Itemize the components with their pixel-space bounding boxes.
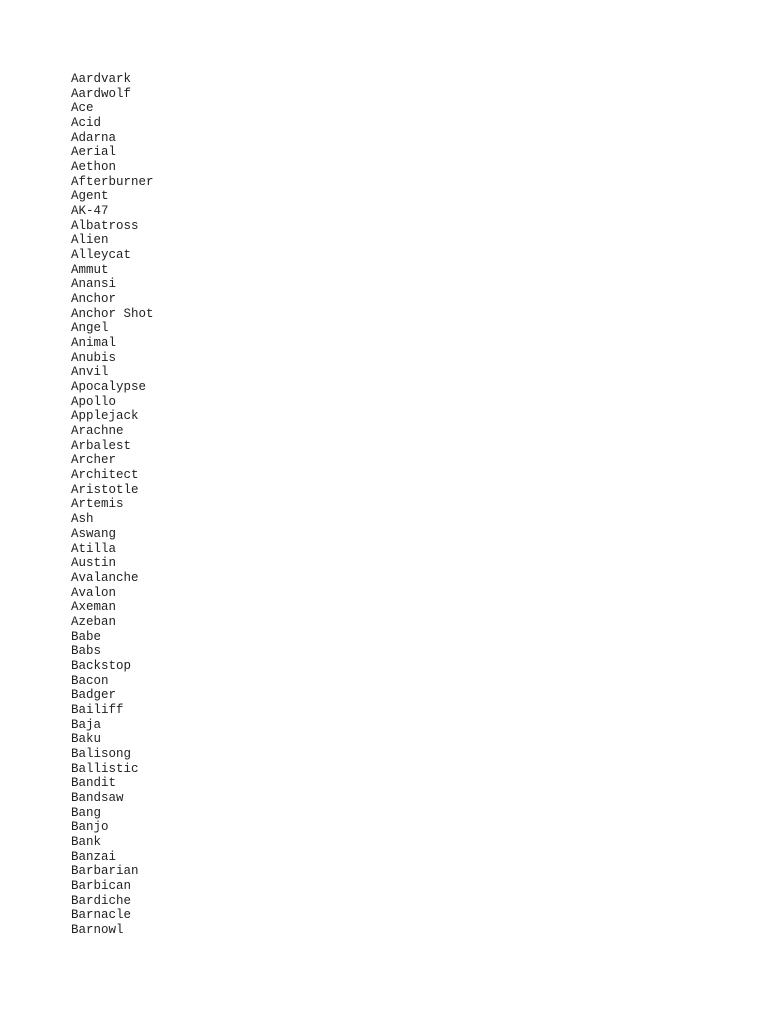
list-item: Anchor bbox=[71, 292, 117, 307]
list-item: Atilla bbox=[71, 541, 117, 556]
list-item: Animal bbox=[71, 336, 117, 351]
list-item: Barnacle bbox=[71, 908, 132, 923]
list-item: Arbalest bbox=[71, 438, 132, 453]
list-item: Aethon bbox=[71, 160, 117, 175]
list-item: Alleycat bbox=[71, 248, 132, 263]
list-item: Axeman bbox=[71, 600, 117, 615]
list-item: Avalon bbox=[71, 585, 117, 600]
list-item: Badger bbox=[71, 688, 117, 703]
list-item: Aardwolf bbox=[71, 86, 132, 101]
list-item: Architect bbox=[71, 468, 139, 483]
list-item: Barbarian bbox=[71, 864, 139, 879]
list-item: Baja bbox=[71, 717, 102, 732]
list-item: Acid bbox=[71, 116, 102, 131]
word-list bbox=[71, 72, 154, 938]
list-item: Ash bbox=[71, 512, 94, 527]
list-item: Bank bbox=[71, 834, 102, 849]
list-item: Angel bbox=[71, 321, 109, 336]
list-item: Bang bbox=[71, 805, 102, 820]
list-item: Apocalypse bbox=[71, 380, 147, 395]
list-item: Arachne bbox=[71, 424, 124, 439]
list-item: Babs bbox=[71, 644, 102, 659]
list-item: Anansi bbox=[71, 277, 117, 292]
list-item: Anubis bbox=[71, 350, 117, 365]
list-item: Barbican bbox=[71, 878, 132, 893]
list-item: Austin bbox=[71, 556, 117, 571]
list-item: Agent bbox=[71, 189, 109, 204]
list-item: Apollo bbox=[71, 394, 117, 409]
list-item: Babe bbox=[71, 629, 102, 644]
list-item: Balisong bbox=[71, 746, 132, 761]
list-item: Artemis bbox=[71, 497, 124, 512]
list-item: Albatross bbox=[71, 218, 139, 233]
list-item: Ace bbox=[71, 101, 94, 116]
list-item: Alien bbox=[71, 233, 109, 248]
list-item: Anchor Shot bbox=[71, 306, 154, 321]
list-item: Ammut bbox=[71, 262, 109, 277]
list-item: Bacon bbox=[71, 673, 109, 688]
list-item: Bandsaw bbox=[71, 790, 124, 805]
list-item: Bandit bbox=[71, 776, 117, 791]
list-item: Backstop bbox=[71, 658, 132, 673]
list-item: Aerial bbox=[71, 145, 117, 160]
list-item: Azeban bbox=[71, 614, 117, 629]
list-item: Banzai bbox=[71, 849, 117, 864]
list-item: Ballistic bbox=[71, 761, 139, 776]
list-item: AK-47 bbox=[71, 204, 109, 219]
list-item: Aardvark bbox=[71, 72, 132, 86]
list-item: Avalanche bbox=[71, 570, 139, 585]
list-item: Applejack bbox=[71, 409, 139, 424]
list-item: Aswang bbox=[71, 526, 117, 541]
list-item: Barnowl bbox=[71, 922, 124, 937]
list-item: Anvil bbox=[71, 365, 109, 380]
list-item: Aristotle bbox=[71, 482, 139, 497]
list-item: Afterburner bbox=[71, 174, 154, 189]
list-item: Bardiche bbox=[71, 893, 132, 908]
list-item: Adarna bbox=[71, 130, 117, 145]
list-item: Archer bbox=[71, 453, 117, 468]
list-item: Baku bbox=[71, 732, 102, 747]
list-item: Bailiff bbox=[71, 702, 124, 717]
list-item: Banjo bbox=[71, 820, 109, 835]
